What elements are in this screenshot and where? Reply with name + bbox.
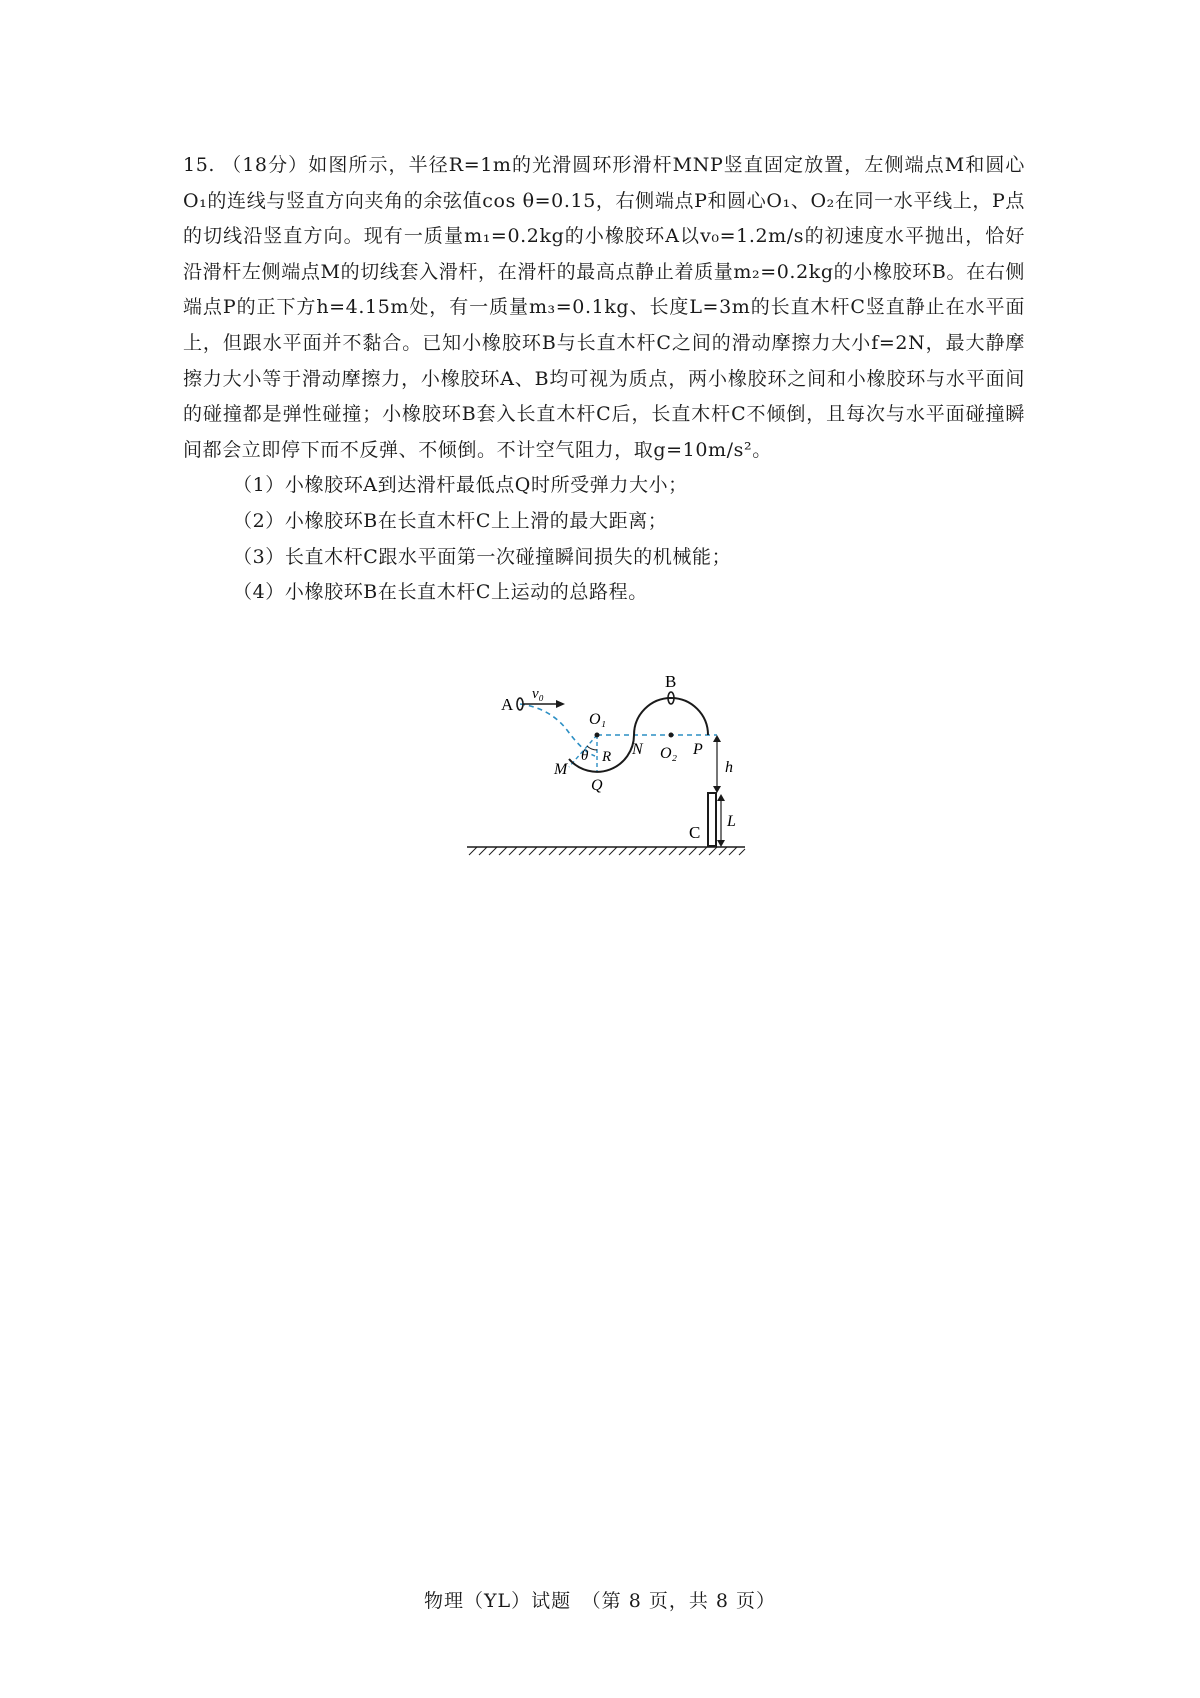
label-p: P <box>693 741 703 758</box>
diagram-svg <box>455 660 755 880</box>
label-b: B <box>665 672 677 691</box>
question-4: （4）小橡胶环B在长直木杆C上运动的总路程。 <box>233 581 648 604</box>
page-footer: 物理（YL）试题 （第 8 页，共 8 页） <box>424 1590 776 1612</box>
length-l-arrow-top <box>717 794 725 801</box>
rod-c <box>708 793 716 846</box>
center-o2-dot <box>669 733 674 738</box>
center-o1-dot <box>595 733 600 738</box>
height-h-arrow-bottom <box>713 786 721 793</box>
label-q: Q <box>591 777 603 794</box>
label-o2: O₂ <box>660 745 678 762</box>
question-2: （2）小橡胶环B在长直木杆C上上滑的最大距离； <box>233 509 668 532</box>
label-l: L <box>727 813 736 830</box>
angle-arc <box>587 746 597 750</box>
label-n: N <box>632 741 643 758</box>
label-v0: v₀ <box>532 686 544 702</box>
label-theta: θ <box>581 748 589 764</box>
question-1: （1）小橡胶环A到达滑杆最低点Q时所受弹力大小； <box>233 474 688 497</box>
label-o1: O₁ <box>589 711 607 728</box>
length-l-arrow-bottom <box>717 840 725 847</box>
problem-statement: 15. （18分）如图所示，半径R=1m的光滑圆环形滑杆MNP竖直固定放置，左侧端点M和圆心O₁的连线与竖直方向夹角的余弦值cos θ=0.15，右侧端点P和圆心O₁、O₂在同一水平线上，P点的切线沿竖直方向。现有一质量m₁=0.2kg的小橡胶环A以v₀=1.2m/s的初速度水平抛出，恰好沿滑杆左侧端点M的切线套入滑杆，在滑杆的最高点静止着质量m₂=0.2kg的小橡胶环B。在右侧端点P的正下方h=4.15m处，有一质量m₃=0.1kg、长度L=3m的长直木杆C竖直静止在水平面上，但跟水平面并不黏合。已知小橡胶环B与长直木杆C之间的滑动摩擦力大小f=2N，最大静摩擦力大小等于滑动摩擦力，小橡胶环A、B均可视为质点，两小橡胶环之间和小橡胶环与水平面间的碰撞都是弹性碰撞；小橡胶环B套入长直木杆C后，长直木杆C不倾倒，且每次与水平面碰撞瞬间都会立即停下而不反弹、不倾倒。不计空气阻力，取g=10m/s²。 <box>183 154 1025 461</box>
label-h: h <box>725 759 733 776</box>
label-r: R <box>602 749 612 765</box>
label-m: M <box>554 761 568 778</box>
velocity-arrow-head <box>556 700 565 708</box>
physics-diagram <box>455 660 755 884</box>
label-a: A <box>501 695 514 714</box>
label-c: C <box>689 823 701 842</box>
problem-15 <box>183 148 1025 611</box>
height-h-arrow-top <box>713 735 721 742</box>
ground-hatching <box>469 847 745 855</box>
question-3: （3）长直木杆C跟水平面第一次碰撞瞬间损失的机械能； <box>233 545 732 568</box>
